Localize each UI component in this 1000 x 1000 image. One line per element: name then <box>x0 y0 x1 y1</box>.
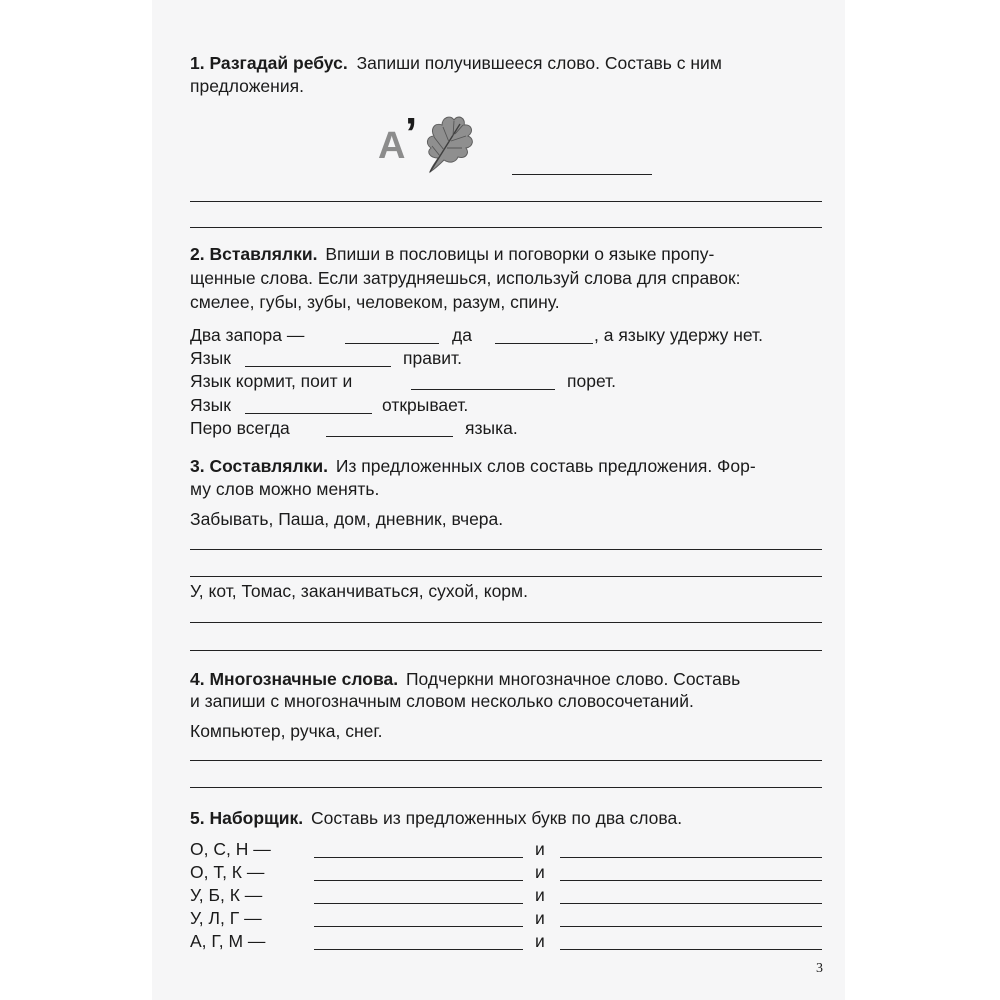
task-3-text-b: му слов можно менять. <box>190 479 380 499</box>
task-3-line-2[interactable] <box>190 576 822 577</box>
row-1-word-1-line[interactable] <box>314 857 523 858</box>
task-5-text-a: Составь из предложенных букв по два слова. <box>311 808 683 828</box>
proverb-1-blank-2[interactable] <box>495 343 593 344</box>
task-1-text-a: Запиши получившееся слово. Составь с ним <box>356 53 722 73</box>
row-2-word-2-line[interactable] <box>560 880 822 881</box>
task-5-title: 5. Наборщик. <box>190 808 304 828</box>
task-3-title: 3. Составлялки. <box>190 456 328 476</box>
polysemy-words: Компьютер, ручка, снег. <box>190 721 383 741</box>
row-4-conj: и <box>535 908 545 928</box>
task-4-text-b: и запиши с многозначным словом несколько словосочетаний. <box>190 691 694 711</box>
row-4-word-2-line[interactable] <box>560 926 822 927</box>
task-3-heading <box>190 455 756 477</box>
letters-row-2: О, Т, К — <box>190 862 265 882</box>
letters-row-4: У, Л, Г — <box>190 908 262 928</box>
task-3-line-4[interactable] <box>190 650 822 651</box>
task-4-heading <box>190 668 740 690</box>
row-3-conj: и <box>535 885 545 905</box>
proverb-3-part-b: порет. <box>567 371 617 391</box>
proverb-5-part-b: языка. <box>465 418 518 438</box>
row-5-word-2-line[interactable] <box>560 949 822 950</box>
task-3-text-a: Из предложенных слов составь предложения. Фор- <box>335 456 756 476</box>
task-1-text-b: предложения. <box>190 76 304 96</box>
row-4-word-1-line[interactable] <box>314 926 523 927</box>
task-2-text-c: смелее, губы, зубы, человеком, разум, спину. <box>190 292 560 312</box>
row-2-conj: и <box>535 862 545 882</box>
letters-row-5: А, Г, М — <box>190 931 266 951</box>
proverb-5-part-a: Перо всегда <box>190 418 290 438</box>
proverb-1-part-c: , а языку удержу нет. <box>594 325 763 345</box>
proverb-5-blank[interactable] <box>326 436 453 437</box>
proverb-2-blank[interactable] <box>245 366 391 367</box>
task-1-heading <box>190 52 722 74</box>
task-3-line-3[interactable] <box>190 622 822 623</box>
task-4-line-1[interactable] <box>190 760 822 761</box>
rebus-answer-line[interactable] <box>512 174 652 175</box>
task-1-line-2[interactable] <box>190 227 822 228</box>
letters-row-1: О, С, Н — <box>190 839 271 859</box>
row-5-word-1-line[interactable] <box>314 949 523 950</box>
task-2-text-b: щенные слова. Если затрудняешься, используй слова для справок: <box>190 268 741 288</box>
word-set-2: У, кот, Томас, заканчиваться, сухой, корм. <box>190 581 528 601</box>
proverb-4-part-a: Язык <box>190 395 231 415</box>
task-5-heading <box>190 807 682 829</box>
proverb-4-part-b: открывает. <box>382 395 469 415</box>
row-5-conj: и <box>535 931 545 951</box>
task-3-line-1[interactable] <box>190 549 822 550</box>
task-4-line-2[interactable] <box>190 787 822 788</box>
task-1-line-1[interactable] <box>190 201 822 202</box>
task-1-title: 1. Разгадай ребус. <box>190 53 348 73</box>
proverb-4-blank[interactable] <box>245 413 372 414</box>
page-number: 3 <box>816 961 823 976</box>
word-set-1: Забывать, Паша, дом, дневник, вчера. <box>190 509 504 529</box>
rebus-letter: А <box>378 125 406 167</box>
proverb-1-blank-1[interactable] <box>345 343 439 344</box>
rebus-apostrophe: ’ <box>405 109 418 158</box>
rebus <box>378 109 478 182</box>
row-1-conj: и <box>535 839 545 859</box>
task-4-text-a: Подчеркни многозначное слово. Составь <box>405 669 741 689</box>
proverb-1-part-a: Два запора — <box>190 325 305 345</box>
row-3-word-1-line[interactable] <box>314 903 523 904</box>
task-2-heading <box>190 243 714 265</box>
row-2-word-1-line[interactable] <box>314 880 523 881</box>
row-3-word-2-line[interactable] <box>560 903 822 904</box>
row-1-word-2-line[interactable] <box>560 857 822 858</box>
task-2-title: 2. Вставлялки. <box>190 244 318 264</box>
proverb-2-part-b: правит. <box>403 348 462 368</box>
proverb-1-part-b: да <box>452 325 472 345</box>
task-4-title: 4. Многозначные слова. <box>190 669 399 689</box>
proverb-3-blank[interactable] <box>411 389 555 390</box>
oak-leaf-icon <box>422 112 478 178</box>
letters-row-3: У, Б, К — <box>190 885 263 905</box>
proverb-3-part-a: Язык кормит, поит и <box>190 371 353 391</box>
task-2-text-a: Впиши в пословицы и поговорки о языке пропу- <box>325 244 715 264</box>
proverb-2-part-a: Язык <box>190 348 231 368</box>
